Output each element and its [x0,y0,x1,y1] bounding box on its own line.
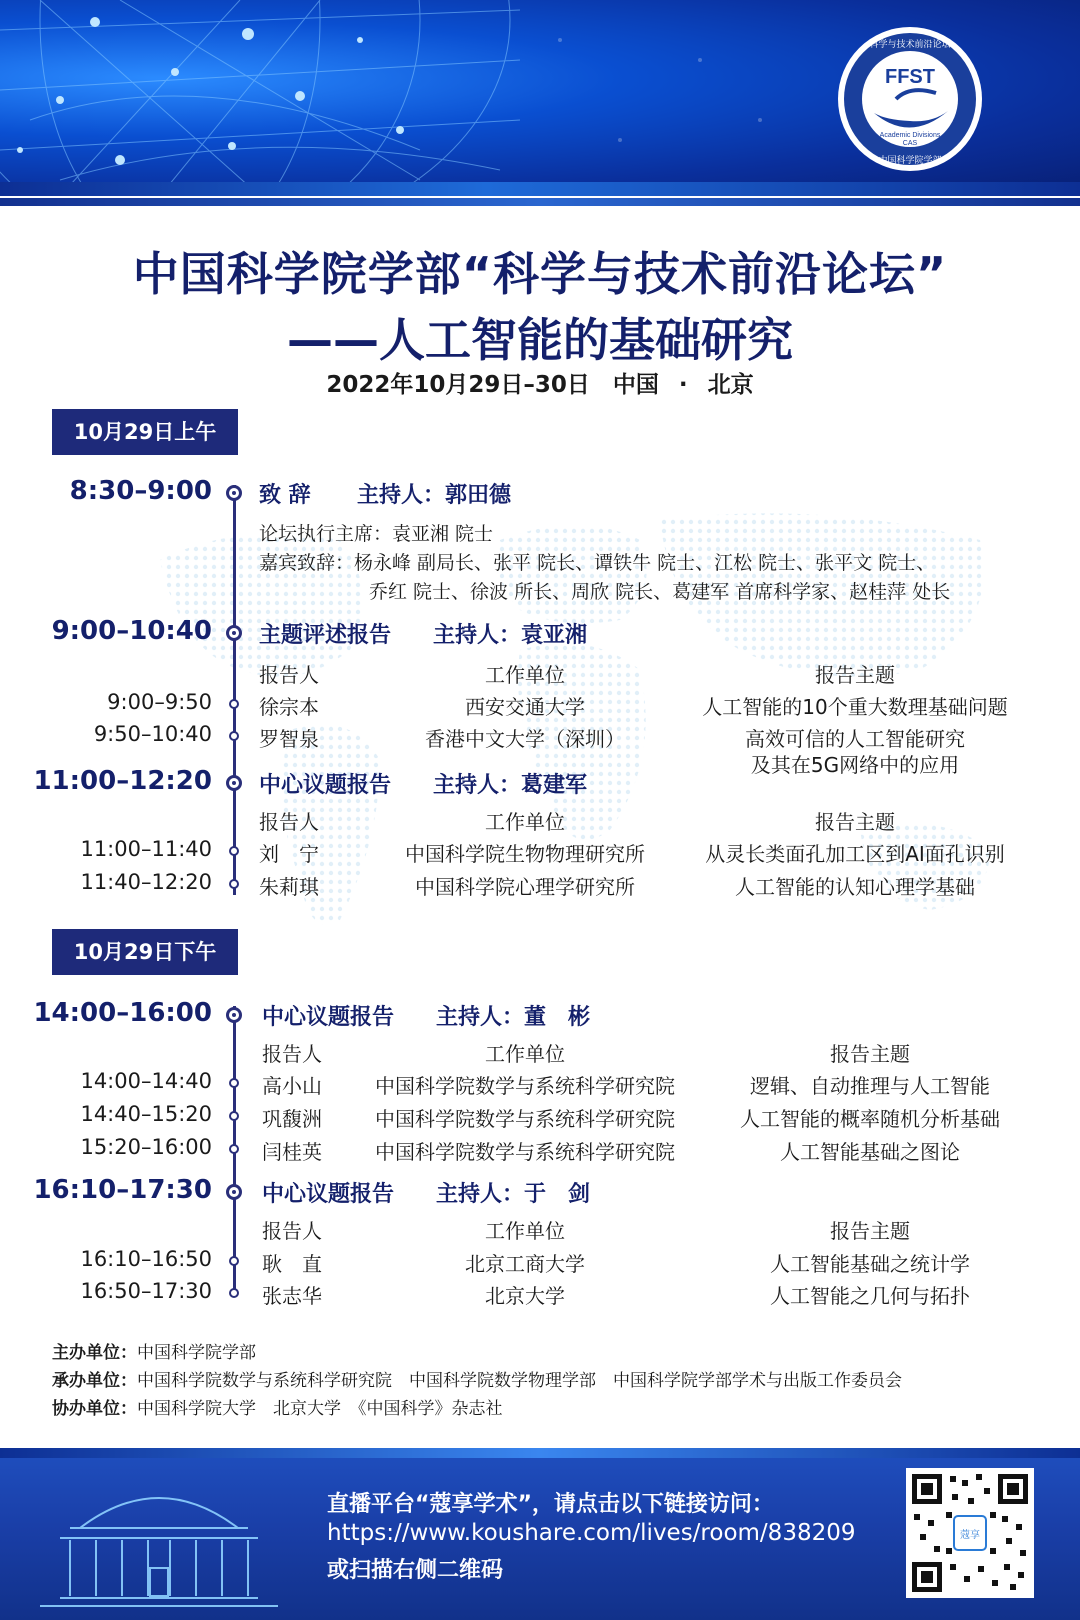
talk-org: 中国科学院生物物理研究所 [405,842,645,866]
timeline-bullet-small [229,1078,239,1088]
section-label-morning: 10月29日上午 [52,409,238,455]
talk-time: 15:20–16:00 [80,1135,212,1159]
talk-speaker: 罗智泉 [259,727,319,751]
talk-topic: 从灵长类面孔加工区到AI面孔识别 [705,842,1005,866]
session-title: 主题评述报告 [259,623,392,648]
talk-time: 11:40–12:20 [80,870,212,894]
talk-time: 16:50–17:30 [80,1279,212,1303]
talk-speaker: 闫桂英 [262,1140,322,1164]
talk-time: 9:50–10:40 [93,722,212,746]
timeline-bullet-small [229,699,239,709]
session-title: 中心议题报告 [259,773,392,798]
organizer-undertake-label: 承办单位： [52,1371,137,1391]
talk-speaker: 徐宗本 [259,695,319,719]
talk-time: 11:00–11:40 [80,837,212,861]
talk-time: 9:00–9:50 [107,690,212,714]
session-time: 14:00–16:00 [33,998,212,1028]
organizer-host-value: 中国科学院学部 [137,1343,256,1363]
organizer-host-label: 主办单位： [52,1343,137,1363]
talk-time: 16:10–16:50 [80,1247,212,1271]
building-illustration [40,1468,278,1608]
organizer-undertake-value: 中国科学院数学与系统科学研究院 中国科学院数学物理学部 中国科学院学部学术与出版工作委员会 [137,1371,902,1391]
organizer-undertake [52,1366,902,1391]
talk-topic: 高效可信的人工智能研究 [745,727,965,751]
qr-caption: 蔻享 [960,1530,980,1541]
footer-glow [0,1448,1080,1458]
guest-speeches-line1: 嘉宾致辞：杨永峰 副局长、张平 院长、谭铁牛 院士、江松 院士、张平文 院士、 [259,552,936,574]
logo-abbr: FFST [885,66,935,88]
column-header-speaker: 报告人 [262,1219,322,1243]
session-title: 致 辞 [259,483,311,508]
session-host: 主持人：袁亚湘 [433,623,588,648]
talk-topic: 人工智能之几何与拓扑 [770,1284,970,1308]
session-title: 中心议题报告 [262,1182,395,1207]
timeline-bullet-small [229,846,239,856]
timeline-bullet-small [229,731,239,741]
timeline-bullet-small [229,1111,239,1121]
section-label-afternoon: 10月29日下午 [52,929,238,975]
ffst-logo [836,25,984,173]
column-header-speaker: 报告人 [259,810,319,834]
column-header-speaker: 报告人 [262,1042,322,1066]
timeline-bullet [226,775,242,791]
column-header-org: 工作单位 [485,1219,565,1243]
timeline-bullet-small [229,879,239,889]
column-header-org: 工作单位 [485,663,565,687]
talk-speaker: 高小山 [262,1074,322,1098]
talk-org: 北京工商大学 [465,1252,585,1276]
page-subtitle-title: ——人工智能的基础研究 [287,313,793,367]
scan-qr-text: 或扫描右侧二维码 [327,1558,504,1583]
talk-time: 14:00–14:40 [80,1069,212,1093]
logo-ring-top: 科学与技术前沿论坛 [869,40,951,50]
logo-ring-bottom: 中国科学院学部 [878,156,942,166]
session-host: 主持人：郭田德 [357,483,512,508]
organizer-assist [52,1394,503,1419]
column-header-speaker: 报告人 [259,663,319,687]
talk-topic: 人工智能基础之统计学 [770,1252,970,1276]
talk-org: 香港中文大学（深圳） [425,727,625,751]
qr-code[interactable] [906,1468,1034,1598]
organizer-assist-value: 中国科学院大学 北京大学 《中国科学》杂志社 [137,1399,503,1419]
talk-speaker: 巩馥洲 [262,1107,322,1131]
session-host: 主持人：于 剑 [436,1182,591,1207]
talk-org: 西安交通大学 [465,695,585,719]
session-time: 9:00–10:40 [51,616,212,646]
talk-org: 中国科学院数学与系统科学研究院 [375,1140,675,1164]
timeline-bullet [226,1184,242,1200]
timeline-bullet [226,485,242,501]
live-link[interactable]: https://www.koushare.com/lives/room/838209 [327,1520,856,1546]
session-time: 8:30–9:00 [69,476,212,506]
date-location: 2022年10月29日–30日 中国 · 北京 [326,372,754,398]
talk-speaker: 张志华 [262,1284,322,1308]
column-header-topic: 报告主题 [830,1042,910,1066]
talk-speaker: 刘 宁 [259,842,319,866]
session-host: 主持人：葛建军 [433,773,588,798]
talk-org: 中国科学院数学与系统科学研究院 [375,1107,675,1131]
session-time: 16:10–17:30 [33,1175,212,1205]
talk-org: 中国科学院心理学研究所 [415,875,635,899]
organizer-assist-label: 协办单位： [52,1399,137,1419]
talk-speaker: 朱莉琪 [259,875,319,899]
talk-topic: 人工智能的概率随机分析基础 [740,1107,1000,1131]
column-header-topic: 报告主题 [830,1219,910,1243]
organizer-host [52,1338,256,1363]
guest-speeches-line2: 乔红 院士、徐波 所长、周欣 院长、葛建军 首席科学家、赵桂萍 处长 [369,581,951,603]
talk-time: 14:40–15:20 [80,1102,212,1126]
column-header-topic: 报告主题 [815,663,895,687]
logo-en2: CAS [902,140,918,147]
session-time: 11:00–12:20 [33,766,212,796]
talk-org: 中国科学院数学与系统科学研究院 [375,1074,675,1098]
forum-chair: 论坛执行主席：袁亚湘 院士 [259,523,494,545]
talk-topic: 人工智能的认知心理学基础 [735,875,975,899]
talk-speaker: 耿 直 [262,1252,322,1276]
timeline-bullet-small [229,1144,239,1154]
timeline-line [233,485,236,895]
talk-topic: 人工智能基础之图论 [780,1140,960,1164]
timeline-bullet-small [229,1288,239,1298]
column-header-org: 工作单位 [485,810,565,834]
column-header-org: 工作单位 [485,1042,565,1066]
talk-topic: 人工智能的10个重大数理基础问题 [702,695,1008,719]
talk-topic: 逻辑、自动推理与人工智能 [750,1074,990,1098]
banner-stripe [0,182,1080,196]
banner-stripe [0,198,1080,206]
session-title: 中心议题报告 [262,1005,395,1030]
talk-topic-line2: 及其在5G网络中的应用 [750,753,960,777]
timeline-bullet-small [229,1256,239,1266]
talk-org: 北京大学 [485,1284,565,1308]
timeline-bullet [226,625,242,641]
page-title: 中国科学院学部“科学与技术前沿论坛” [132,247,948,301]
session-host: 主持人：董 彬 [436,1005,591,1030]
logo-en1: Academic Divisions [879,132,941,139]
column-header-topic: 报告主题 [815,810,895,834]
timeline-bullet [226,1007,242,1023]
live-platform-text: 直播平台“蔻享学术”，请点击以下链接访问： [327,1492,774,1517]
